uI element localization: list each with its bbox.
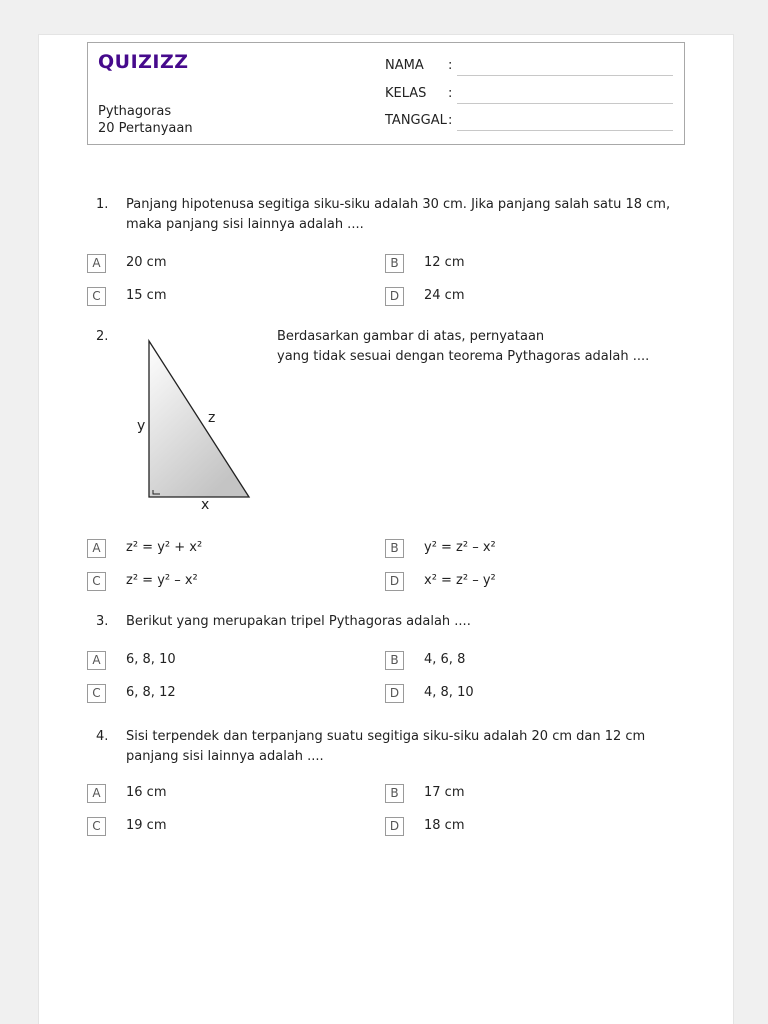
option-letter-box[interactable]: C [87,817,106,836]
question-2-text [277,327,677,367]
right-triangle-figure [129,333,269,517]
option-letter-box[interactable]: A [87,651,106,670]
option-letter-box[interactable]: C [87,287,106,306]
option-letter-box[interactable]: B [385,651,404,670]
option-letter-box[interactable]: D [385,572,404,591]
option-letter-box[interactable]: A [87,254,106,273]
option-text: y² = z² – x² [424,540,496,555]
question-4-number: 4. [96,729,109,744]
option-letter-box[interactable]: C [87,684,106,703]
option-letter-box[interactable]: D [385,684,404,703]
side-x-label: x [201,497,210,513]
worksheet-header [87,42,685,145]
question-1-text: Panjang hipotenusa segitiga siku-siku adalah 30 cm. Jika panjang salah satu 18 cm, maka panjang sisi lainnya adalah .... [126,197,671,232]
option-letter-box[interactable]: D [385,287,404,306]
option-letter-box[interactable]: B [385,539,404,558]
class-colon: : [448,86,453,101]
quizizz-logo: QUIZIZZ [98,51,189,73]
question-1-number: 1. [96,197,109,212]
date-colon: : [448,113,453,128]
option-text: 17 cm [424,785,465,800]
question-count: 20 Pertanyaan [98,121,193,136]
option-text: 19 cm [126,818,167,833]
worksheet-page [38,34,734,1024]
question-3-text: Berikut yang merupakan tripel Pythagoras adalah .... [126,614,471,629]
option-text: x² = z² – y² [424,573,496,588]
triangle-shape [149,341,249,497]
option-letter-box[interactable]: B [385,784,404,803]
date-line[interactable] [457,130,673,131]
name-colon: : [448,58,453,73]
name-field[interactable] [385,58,453,73]
class-field[interactable] [385,86,453,101]
option-letter-box[interactable]: B [385,254,404,273]
question-2-number: 2. [96,329,109,344]
option-text: 18 cm [424,818,465,833]
option-text: 4, 8, 10 [424,685,474,700]
side-y-label: y [137,418,146,434]
question-4-text: Sisi terpendek dan terpanjang suatu segitiga siku-siku adalah 20 cm dan 12 cm panjang sisi lainnya adalah .... [126,729,646,764]
option-letter-box[interactable]: A [87,784,106,803]
date-field[interactable] [385,113,453,128]
option-text: 20 cm [126,255,167,270]
question-2-text-line2: yang tidak sesuai dengan teorema Pythagoras adalah .... [277,349,650,364]
name-label: NAMA [385,58,424,73]
class-line[interactable] [457,103,673,104]
quiz-title-block [98,103,193,137]
question-2-text-line1: Berdasarkan gambar di atas, pernyataan [277,329,545,344]
option-text: 12 cm [424,255,465,270]
option-text: z² = y² + x² [126,540,203,555]
side-z-label: z [208,410,216,426]
option-text: 24 cm [424,288,465,303]
option-text: z² = y² – x² [126,573,198,588]
name-line[interactable] [457,75,673,76]
class-label: KELAS [385,86,427,101]
question-3-number: 3. [96,614,109,629]
option-letter-box[interactable]: D [385,817,404,836]
quiz-title: Pythagoras [98,104,172,119]
option-text: 6, 8, 12 [126,685,176,700]
option-text: 4, 6, 8 [424,652,466,667]
option-text: 15 cm [126,288,167,303]
date-label: TANGGAL [385,113,447,128]
option-text: 6, 8, 10 [126,652,176,667]
option-letter-box[interactable]: A [87,539,106,558]
option-letter-box[interactable]: C [87,572,106,591]
option-text: 16 cm [126,785,167,800]
